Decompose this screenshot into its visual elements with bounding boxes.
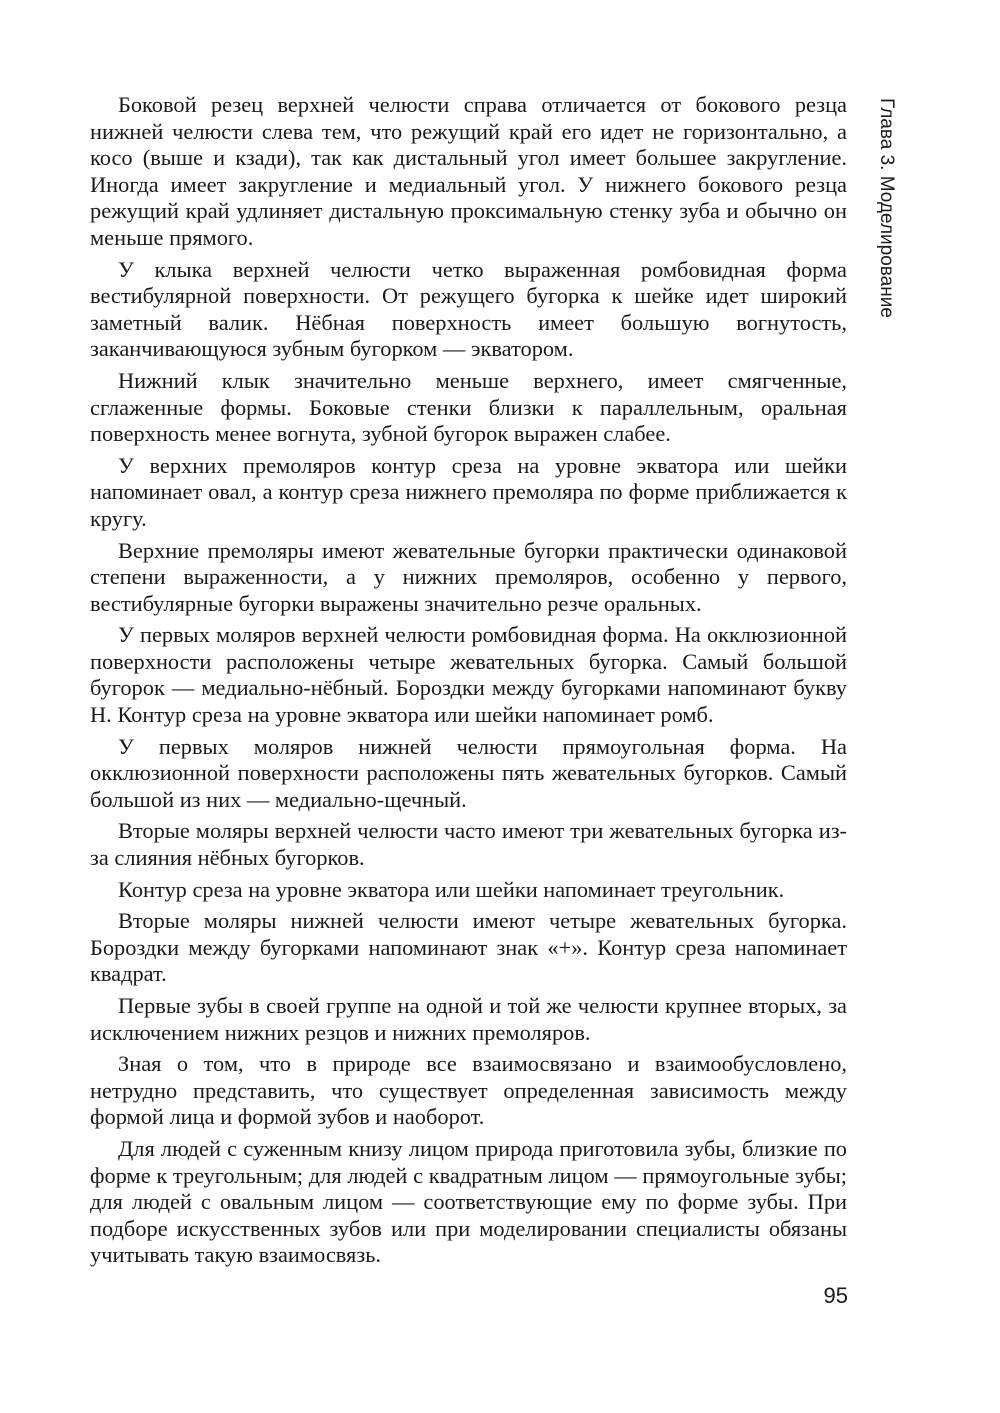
paragraph: Зная о том, что в природе все взаимосвязано и взаимообусловлено, нетрудно представить, что существует определенная зависимость между формой лица и формой зубов и наоборот. [90, 1051, 847, 1130]
paragraph: У клыка верхней челюсти четко выраженная ромбовидная форма вестибулярной поверхности. От режущего бугорка к шейке идет широкий заметный валик. Нёбная поверхность имеет большую вогнутость, заканчивающуюся зубным бугорком — экватором. [90, 256, 847, 362]
paragraph: Первые зубы в своей группе на одной и той же челюсти крупнее вторых, за исключением нижних резцов и нижних премоляров. [90, 993, 847, 1045]
paragraph: Для людей с суженным книзу лицом природа приготовила зубы, близкие по форме к треугольным; для людей с квадратным лицом — прямоугольные зубы; для людей с овальным лицом — соответствующие ему по форме зубы. При подборе искусственных зубов или при моделировании специалисты обязаны учитывать такую взаимосвязь. [90, 1135, 847, 1268]
paragraph: Боковой резец верхней челюсти справа отличается от бокового резца нижней челюсти слева тем, что режущий край его идет не горизонтально, а косо (выше и кзади), так как дистальный угол имеет большее закругление. Иногда имеет закругление и медиальный угол. У нижнего бокового резца режущий край удлиняет дистальную проксимальную стенку зуба и обычно он меньше прямого. [90, 92, 847, 250]
paragraph: Нижний клык значительно меньше верхнего, имеет смягченные, сглаженные формы. Боковые стенки близки к параллельным, оральная поверхность менее вогнута, зубной бугорок выражен слабее. [90, 367, 847, 447]
paragraph: Контур среза на уровне экватора или шейки напоминает треугольник. [118, 876, 785, 902]
paragraph: Верхние премоляры имеют жевательные бугорки практически одинаковой степени выраженности, а у нижних премоляров, особенно у первого, вестибулярные бугорки выражены значительно резче оральных. [90, 537, 847, 616]
paragraph: У первых моляров верхней челюсти ромбовидная форма. На окклюзионной поверхности расположены четыре жевательных бугорка. Самый большой бугорок — медиально-нёбный. Бороздки между бугорками напоминают букву Н. Контур среза на уровне экватора или шейки напоминает ромб. [90, 622, 847, 728]
paragraph: У верхних премоляров контур среза на уровне экватора или шейки напоминает овал, а контур среза нижнего премоляра по форме приближается к кругу. [90, 452, 847, 531]
body-text [90, 92, 847, 1274]
page-number: 95 [823, 1283, 848, 1308]
running-head: Глава 3. Моделирование [876, 98, 897, 318]
paragraph: У первых моляров нижней челюсти прямоугольная форма. На окклюзионной поверхности расположены пять жевательных бугорков. Самый большой из них — медиально-щечный. [90, 733, 847, 812]
paragraph: Вторые моляры верхней челюсти часто имеют три жевательных бугорка из-за слияния нёбных бугорков. [90, 818, 847, 871]
paragraph: Вторые моляры нижней челюсти имеют четыре жевательных бугорка. Бороздки между бугорками напоминают знак «+». Контур среза напоминает квадрат. [90, 908, 847, 987]
